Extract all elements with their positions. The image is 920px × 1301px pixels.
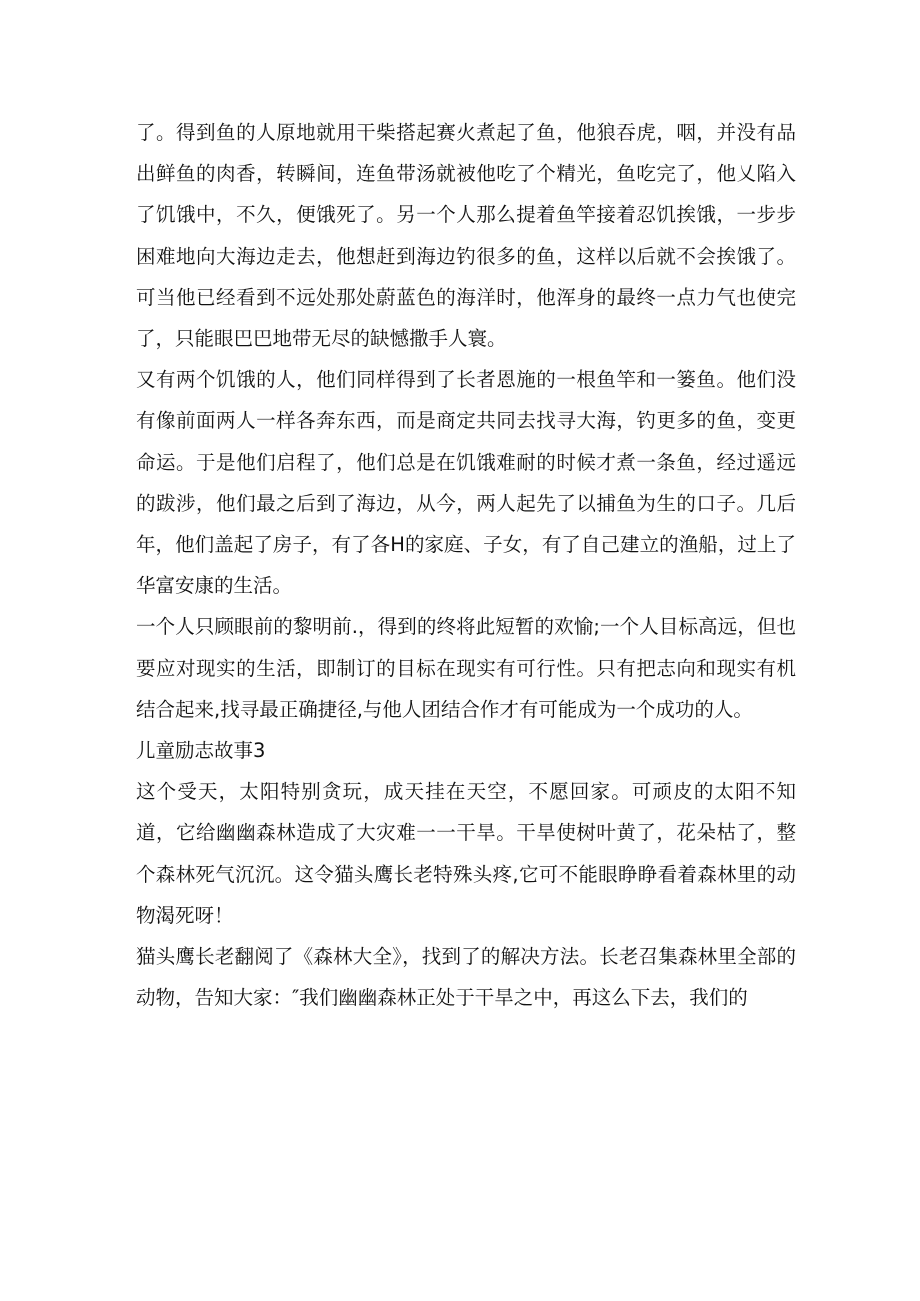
paragraph: 了。得到鱼的人原地就用干柴搭起赛火煮起了鱼，他狼吞虎，咽，并没有品出鲜鱼的肉香，转瞬间，连鱼带汤就被他吃了个精光，鱼吃完了，他乂陷入了饥饿中，不久，便饿死了。另一个人那么提着鱼竿接着忍饥挨饿，一步步困难地向大海边走去，他想赶到海边钓很多的鱼，这样以后就不会挨饿了。可当他已经看到不远处那处蔚蓝色的海洋时，他浑身的最终一点力气也使完了，只能眼巴巴地带无尽的缺憾撒手人寰。: [136, 121, 796, 351]
paragraph: 这个受天，太阳特别贪玩，成天挂在天空，不愿回家。可顽皮的太阳不知道，它给幽幽森林造成了大灾难一一干旱。干旱使树叶黄了，花朵枯了，整个森林死气沉沉。这令猫头鹰长老特殊头疼,它可不能眼睁睁看着森林里的动物渴死呀！: [136, 780, 796, 927]
section-heading: 儿童励志故事3: [136, 739, 266, 763]
paragraph: 猫头鹰长老翻阅了《森林大全》，找到了的解决方法。长老召集森林里全部的动物，告知大家：″我们幽幽森林正处于干旱之中，再这么下去，我们的: [136, 945, 796, 1010]
document-body: [136, 112, 796, 1018]
paragraph: 又有两个饥饿的人，他们同样得到了长者恩施的一根鱼竿和一篓鱼。他们没有像前面两人一样各奔东西，而是商定共同去找寻大海，钓更多的鱼，变更命运。于是他们启程了，他们总是在饥饿难耐的时候才煮一条鱼，经过遥远的跋涉，他们最之后到了海边，从今，两人起先了以捕鱼为生的口子。几后年，他们盖起了房子，有了各H的家庭、子女，有了自己建立的渔船，过上了华富安康的生活。: [136, 368, 796, 598]
paragraph: 一个人只顾眼前的黎明前.，得到的终将此短暂的欢愉;一个人目标高远，但也要应对现实的生活，即制订的目标在现实有可行性。只有把志向和现实有机结合起来,找寻最正确捷径,与他人团结合作才有可能成为一个成功的人。: [136, 615, 796, 721]
